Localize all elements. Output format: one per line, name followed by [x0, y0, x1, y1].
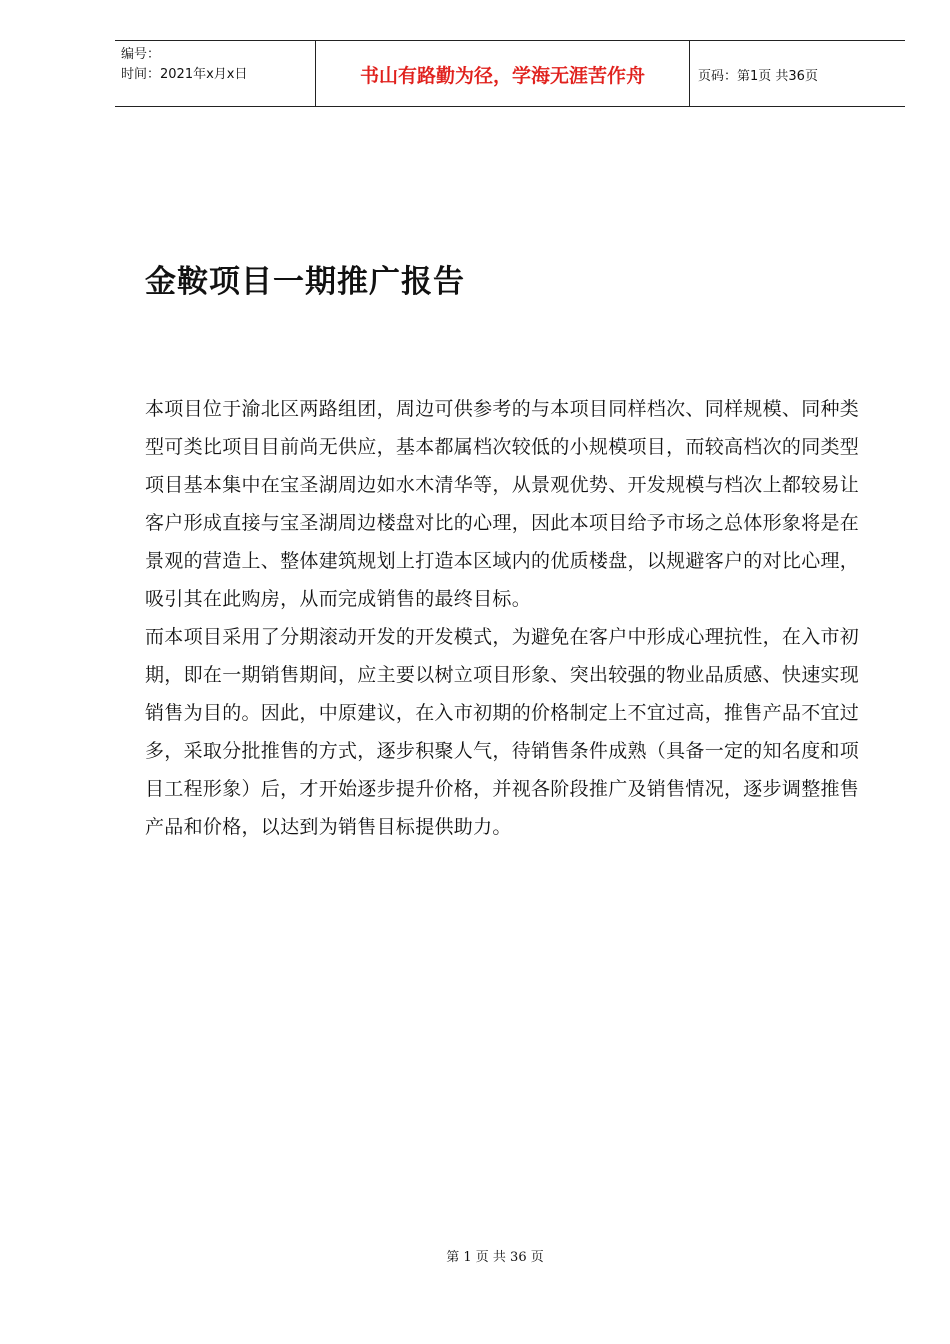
paragraph-1: 本项目位于渝北区两路组团，周边可供参考的与本项目同样档次、同样规模、同种类型可类比项目目前尚无供应，基本都属档次较低的小规模项目，而较高档次的同类型项目基本集中在宝圣湖周边如水木清华等，从景观优势、开发规模与档次上都较易让客户形成直接与宝圣湖周边楼盘对比的心理，因此本项目给予市场之总体形象将是在景观的营造上、整体建筑规划上打造本区域内的优质楼盘，以规避客户的对比心理，吸引其在此购房，从而完成销售的最终目标。 — [145, 398, 860, 610]
paragraph-2: 而本项目采用了分期滚动开发的开发模式，为避免在客户中形成心理抗性，在入市初期，即在一期销售期间，应主要以树立项目形象、突出较强的物业品质感、快速实现销售为目的。因此，中原建议，在入市初期的价格制定上不宜过高，推售产品不宜过多，采取分批推售的方式，逐步积聚人气，待销售条件成熟（具备一定的知名度和项目工程形象）后，才开始逐步提升价格，并视各阶段推广及销售情况，逐步调整推售产品和价格，以达到为销售目标提供助力。 — [145, 626, 860, 838]
header-motto: 书山有路勤为径，学海无涯苦作舟 — [316, 41, 690, 106]
page-footer: 第 1 页 共 36 页 — [446, 1250, 544, 1265]
date-label: 时间：2021年x月x日 — [121, 67, 248, 82]
number-label: 编号： — [121, 47, 161, 62]
header-page-info: 页码：第1页 共36页 — [698, 69, 818, 84]
document-body — [145, 390, 865, 846]
header-meta — [115, 41, 316, 106]
document-title: 金鞍项目一期推广报告 — [145, 264, 465, 300]
page-header — [115, 40, 905, 107]
